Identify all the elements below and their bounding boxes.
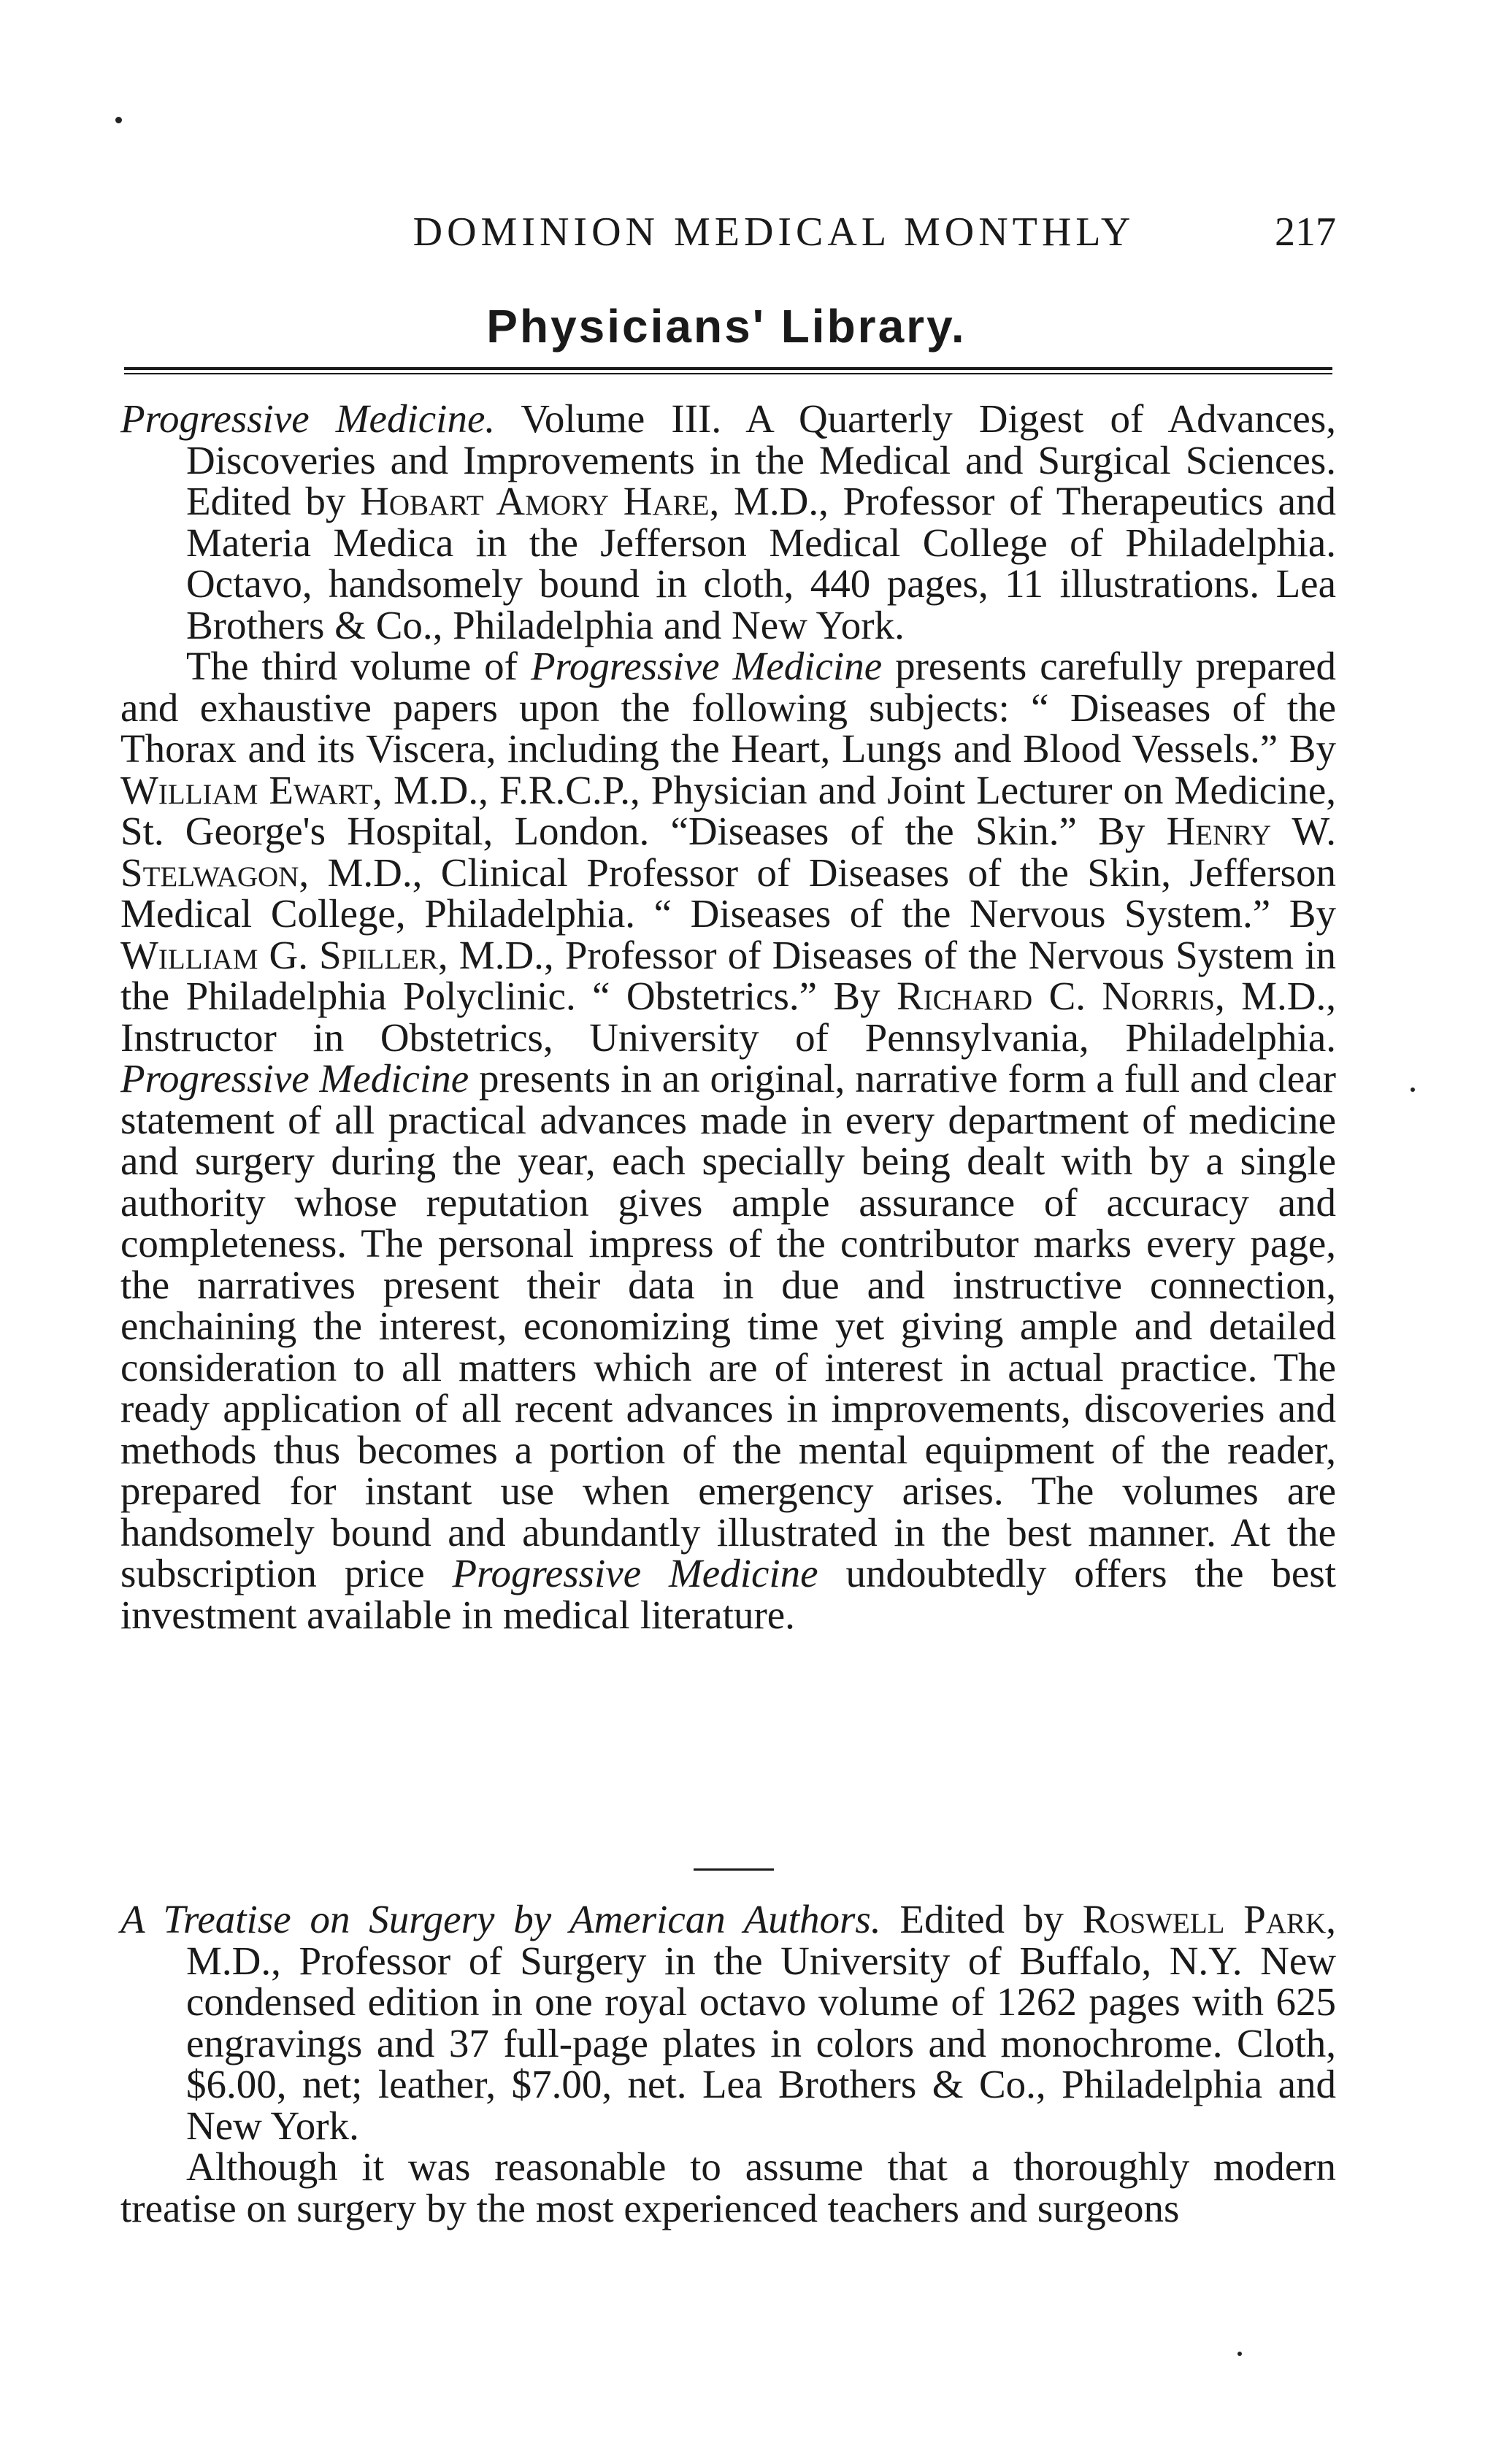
author-name: Henry W. Stelwagon [120,809,1336,895]
body-text: The third volume of [186,644,531,688]
running-head [117,209,1336,260]
editor-name: Roswell Park [1082,1897,1327,1941]
citation-text: , M.D., Professor of Surgery in the University of Buffalo, N.Y. New condensed edition in one royal octavo volume of 1262 pages with 625 engravings and 37 full-page plates in colors and monochrome. Cloth, $6.00, net; leather, $7.00, net. Lea Brothers & Co., Philadelphia and New York. [186,1897,1336,2148]
title-rule-thick [124,367,1332,370]
body-text: , M.D., Clinical Professor of Diseases of the Skin, Jefferson Medical College, Philadelphia. “ Diseases of the Nervous System.” By [120,850,1336,936]
review-treatise-on-surgery [120,1899,1336,2229]
citation-text: Volume III. A Quarterly Digest of Advances, Discoveries and Improvements in the Medical and Surgical Sciences. Edited by [186,396,1336,523]
body-text: , M.D., Professor of Diseases of the Nervous System in the Philadelphia Polyclinic. “ Obstetrics.” By [120,932,1336,1018]
author-name: Richard C. Norris [897,974,1215,1018]
review-progressive-medicine [120,396,1336,1637]
author-name: William G. Spiller [120,932,438,977]
review-body [120,2144,1336,2230]
citation-paragraph [120,1899,1336,2147]
section-title: Physicians' Library. [486,300,967,353]
print-speck-right [1411,1087,1415,1092]
citation-text: , M.D., Professor of Therapeutics and Materia Medica in the Jefferson Medical College of Philadelphia. Octavo, handsomely bound in cloth, 440 pages, 11 illustrations. Lea Brothers & Co., Philadelphia and New York. [186,479,1336,647]
author-name: William Ewart [120,767,373,812]
body-text: presents carefully prepared and exhaustive papers upon the following subjects: “ Diseases of the Thorax and its Viscera, including the Heart, Lungs and Blood Vessels.” By [120,644,1336,771]
body-text: presents in an original, narrative form a full and clear statement of all practical advances made in every department of medicine and surgery during the year, each specially being dealt with by a single authority whose reputation gives ample assurance of accuracy and completeness. The personal impress of the contributor marks every page, the narratives present their data in due and instructive connection, enchaining the interest, economizing time yet giving ample and detailed consideration to all matters which are of interest in actual practice. The ready application of all recent advances in improvements, discoveries and methods thus becomes a portion of the mental equipment of the reader, prepared for instant use when emergency arises. The volumes are handsomely bound and abundantly illustrated in the best manner. At the subscription price [120,1056,1336,1595]
review-body [120,646,1336,1636]
citation-text: Edited by [880,1897,1083,1941]
journal-name: DOMINION MEDICAL MONTHLY [412,209,1135,255]
book-title: A Treatise on Surgery by American Authors. [120,1897,881,1941]
citation-paragraph [120,396,1336,647]
book-title-ref: Progressive Medicine [120,1056,469,1101]
book-title: Progressive Medicine. [120,396,496,441]
body-text: Although it was reasonable to assume that a thoroughly modern treatise on surgery by the most experienced teachers and surgeons [120,2144,1336,2230]
body-text: undoubtedly offers the best investment available in medical literature. [120,1551,1336,1637]
body-text: , M.D., F.R.C.P., Physician and Joint Lecturer on Medicine, St. George's Hospital, London. “Diseases of the Skin.” By [120,767,1336,853]
section-divider [694,1868,774,1871]
book-title-ref: Progressive Medicine [530,644,883,688]
body-text: , M.D., Instructor in Obstetrics, University of Pennsylvania, Philadelphia. [120,974,1336,1060]
print-speck-top [115,117,122,123]
book-title-ref: Progressive Medicine [452,1551,818,1595]
print-speck-bottom [1237,2352,1242,2356]
editor-name: Hobart Amory Hare [360,479,710,523]
page-number: 217 [1275,209,1336,255]
title-rule-thin [124,373,1332,374]
